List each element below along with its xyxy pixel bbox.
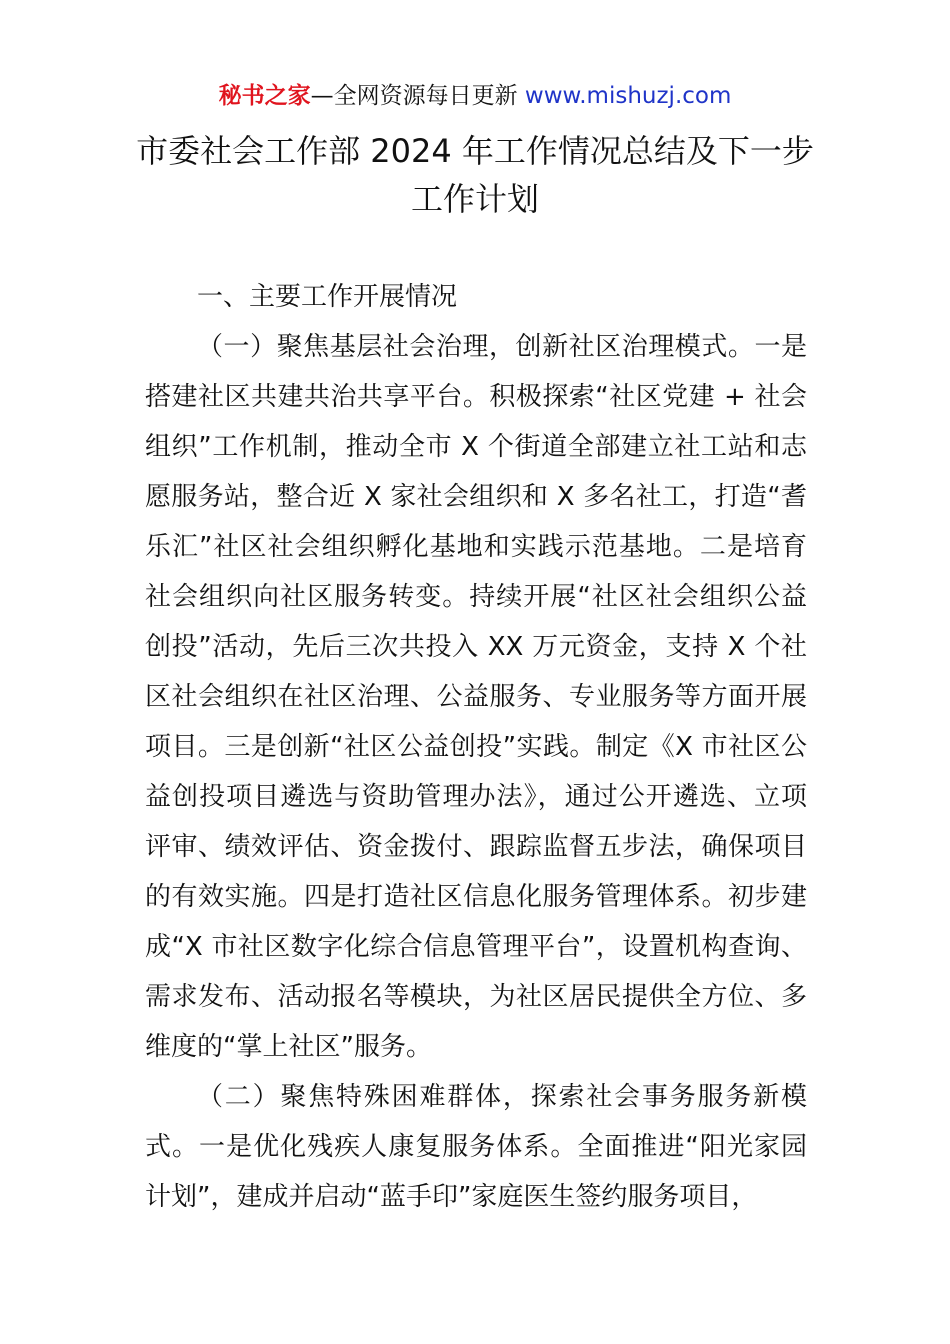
header-tagline: —全网资源每日更新 (310, 83, 525, 109)
document-title (0, 127, 950, 223)
document-title-line-1: 市委社会工作部 2024 年工作情况总结及下一步 (136, 132, 814, 170)
section-heading: 一、主要工作开展情况 (197, 282, 458, 312)
site-url-link[interactable]: www.mishuzj.com (524, 83, 732, 109)
document-title-line-2: 工作计划 (410, 180, 539, 218)
document-body (145, 272, 807, 1222)
body-paragraph-2: （二）聚焦特殊困难群体，探索社会事务服务新模式。一是优化残疾人康复服务体系。全面推进“阳光家园计划”，建成并启动“蓝手印”家庭医生签约服务项目， (145, 1082, 807, 1212)
body-paragraph-1: （一）聚焦基层社会治理，创新社区治理模式。一是搭建社区共建共治共享平台。积极探索“社区党建 + 社会组织”工作机制，推动全市 X 个街道全部建立社工站和志愿服务站，整合近 X 家社会组织和 X 多名社工，打造“耆乐汇”社区社会组织孵化基地和实践示范基地。二是培育社会组织向社区服务转变。持续开展“社区社会组织公益创投”活动，先后三次共投入 XX 万元资金，支持 X 个社区社会组织在社区治理、公益服务、专业服务等方面开展项目。三是创新“社区公益创投”实践。制定《X 市社区公益创投项目遴选与资助管理办法》，通过公开遴选、立项评审、绩效评估、资金拨付、跟踪监督五步法，确保项目的有效实施。四是打造社区信息化服务管理体系。初步建成“X 市社区数字化综合信息管理平台”，设置机构查询、需求发布、活动报名等模块，为社区居民提供全方位、多维度的“掌上社区”服务。 (145, 332, 807, 1062)
site-header-banner (0, 80, 950, 112)
brand-name: 秘书之家 (218, 83, 311, 109)
